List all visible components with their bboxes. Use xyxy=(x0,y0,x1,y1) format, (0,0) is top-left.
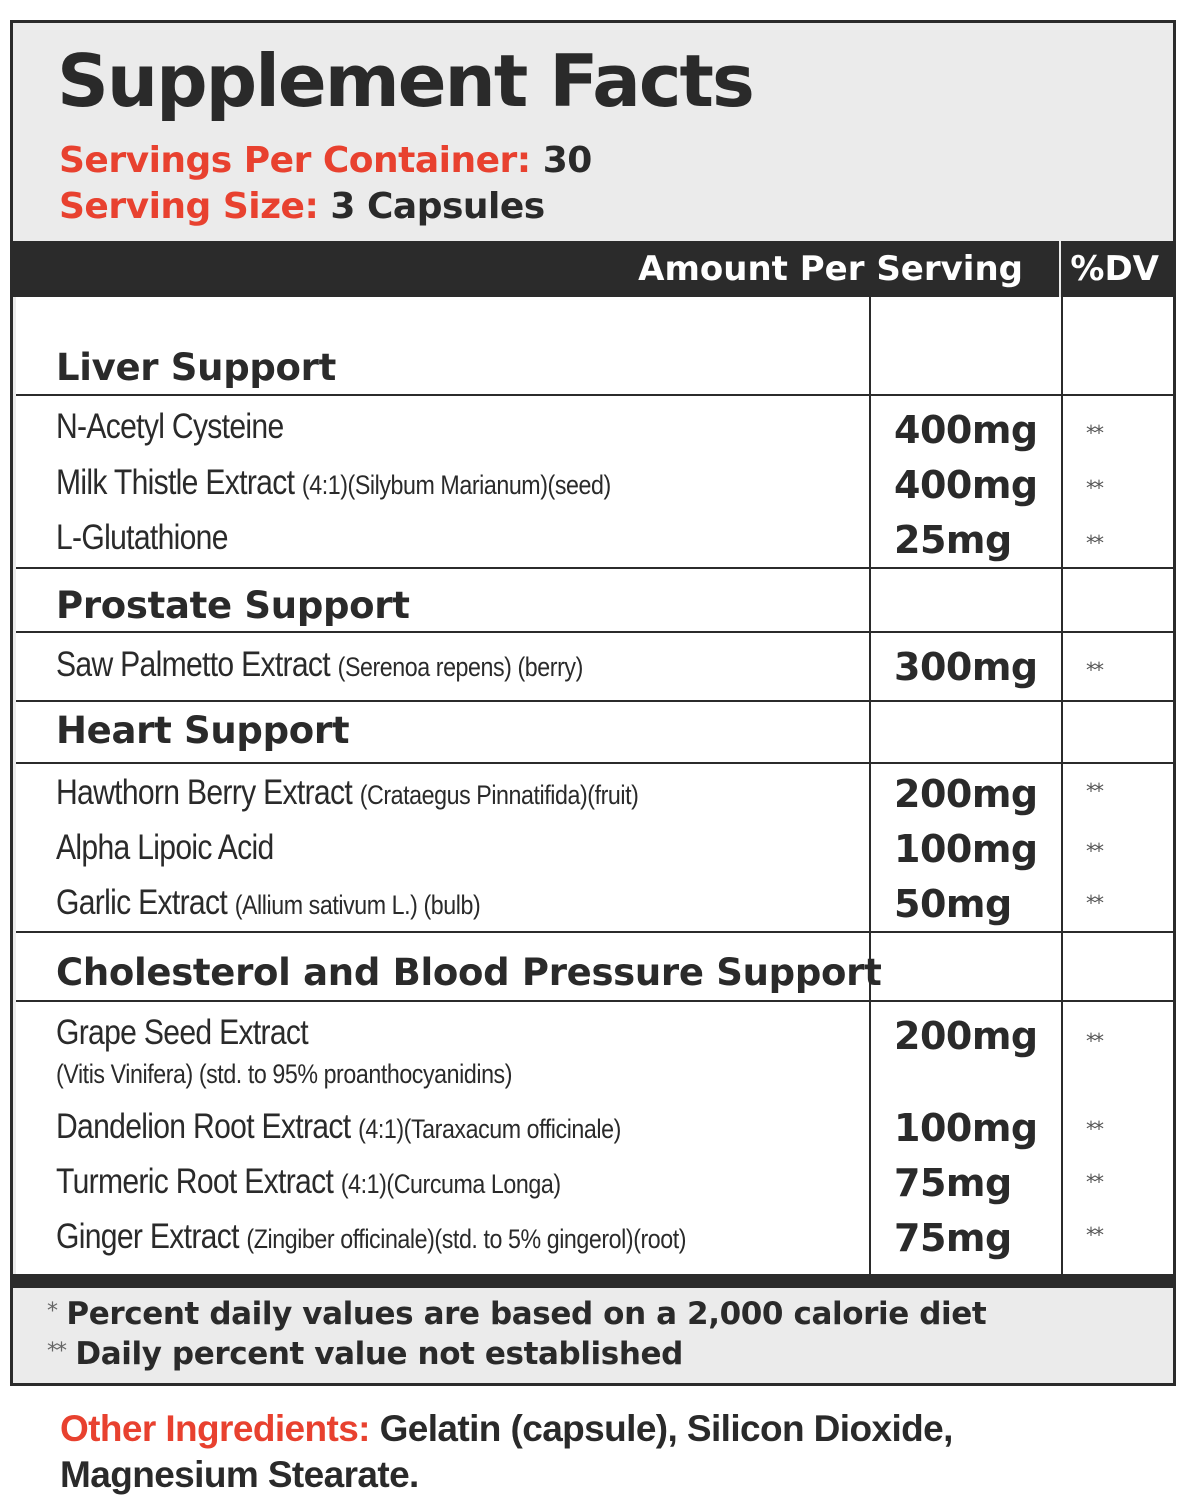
ingredient-amount: 400mg xyxy=(894,408,1038,452)
ingredient-amount: 300mg xyxy=(894,645,1038,689)
table-bottom-bar xyxy=(13,1274,1173,1288)
ingredient-name xyxy=(56,647,583,682)
serving-size xyxy=(59,186,545,227)
servings-per-container xyxy=(59,140,592,181)
footnote-2 xyxy=(47,1336,683,1372)
ingredient-detail: (4:1)(Silybum Marianum)(seed) xyxy=(301,470,611,500)
row-divider xyxy=(16,631,1173,633)
row-divider xyxy=(16,700,1173,702)
dv-value: ** xyxy=(1086,658,1102,682)
dv-header: %DV xyxy=(1070,249,1159,289)
ingredient-amount: 100mg xyxy=(894,827,1038,871)
row-divider xyxy=(16,394,1173,396)
ingredient-detail: (Serenoa repens) (berry) xyxy=(337,652,583,682)
dv-value: ** xyxy=(1086,531,1102,555)
section-title-prostate: Prostate Support xyxy=(56,584,410,627)
footnote-text: Daily percent value not established xyxy=(75,1336,683,1372)
ingredient-amount: 75mg xyxy=(894,1161,1012,1205)
row-divider xyxy=(16,762,1173,764)
section-title-heart: Heart Support xyxy=(56,709,350,752)
dv-value: ** xyxy=(1086,1117,1102,1141)
servings-per-container-value: 30 xyxy=(542,140,592,181)
supplement-facts-panel xyxy=(10,20,1176,1386)
other-ingredients-label: Other Ingredients: xyxy=(60,1408,370,1449)
ingredient-amount: 75mg xyxy=(894,1216,1012,1260)
ingredient-amount: 200mg xyxy=(894,772,1038,816)
table-header xyxy=(13,241,1173,297)
header-divider xyxy=(1059,241,1061,297)
dv-value: ** xyxy=(1086,1223,1102,1247)
servings-per-container-label: Servings Per Container: xyxy=(59,140,531,181)
other-ingredients xyxy=(60,1406,1060,1498)
ingredient-name xyxy=(56,1219,686,1254)
dv-value: ** xyxy=(1086,476,1102,500)
ingredient-detail: (Crataegus Pinnatifida)(fruit) xyxy=(359,780,639,810)
other-ingredients-text: Gelatin (capsule), Silicon Dioxide, Magnesium Stearate. xyxy=(60,1408,953,1495)
ingredient-name xyxy=(56,830,274,865)
ingredient-label: Dandelion Root Extract xyxy=(56,1107,351,1146)
ingredient-amount: 400mg xyxy=(894,463,1038,507)
section-title-cholesterol: Cholesterol and Blood Pressure Support xyxy=(56,951,882,994)
ingredient-amount: 100mg xyxy=(894,1106,1038,1150)
ingredient-amount: 200mg xyxy=(894,1014,1038,1058)
dv-value: ** xyxy=(1086,839,1102,863)
row-divider xyxy=(16,931,1173,933)
ingredient-detail: (4:1)(Curcuma Longa) xyxy=(340,1169,561,1199)
ingredient-label: L-Glutathione xyxy=(56,518,228,557)
ingredient-name xyxy=(56,465,611,500)
ingredient-name xyxy=(56,409,284,444)
ingredient-detail: (4:1)(Taraxacum officinale) xyxy=(358,1114,621,1144)
ingredient-amount: 50mg xyxy=(894,882,1012,926)
ingredient-label: Hawthorn Berry Extract xyxy=(56,773,353,812)
ingredient-name xyxy=(56,775,638,810)
ingredient-label: Ginger Extract xyxy=(56,1217,239,1256)
ingredient-label: Garlic Extract xyxy=(56,883,228,922)
dv-value: ** xyxy=(1086,779,1102,803)
dv-value: ** xyxy=(1086,1170,1102,1194)
ingredient-amount: 25mg xyxy=(894,518,1012,562)
ingredient-name xyxy=(56,1164,561,1199)
ingredient-name xyxy=(56,885,480,920)
dv-value: ** xyxy=(1086,421,1102,445)
footnote-1 xyxy=(47,1296,987,1332)
row-divider xyxy=(16,567,1173,569)
serving-size-value: 3 Capsules xyxy=(330,186,545,227)
ingredient-detail: (Allium sativum L.) (bulb) xyxy=(234,890,481,920)
footnote-mark: * xyxy=(47,1299,56,1324)
amount-per-serving-header: Amount Per Serving xyxy=(638,249,1023,289)
ingredients-table xyxy=(16,297,1173,1274)
footnote-mark: ** xyxy=(47,1339,65,1364)
column-divider-dv xyxy=(1061,297,1063,1274)
ingredient-detail: (Vitis Vinifera) (std. to 95% proanthocyanidins) xyxy=(56,1059,513,1089)
section-title-liver: Liver Support xyxy=(56,346,337,389)
ingredient-label: Saw Palmetto Extract xyxy=(56,645,330,684)
ingredient-label: Grape Seed Extract xyxy=(56,1013,308,1052)
ingredient-detail: (Zingiber officinale)(std. to 5% gingerol)(root) xyxy=(246,1224,687,1254)
ingredient-name xyxy=(56,1015,308,1050)
dv-value: ** xyxy=(1086,1029,1102,1053)
ingredient-name xyxy=(56,520,228,555)
ingredient-name xyxy=(56,1109,621,1144)
row-divider xyxy=(16,1000,1173,1002)
footnote-text: Percent daily values are based on a 2,000 calorie diet xyxy=(66,1296,987,1332)
serving-size-label: Serving Size: xyxy=(59,186,319,227)
ingredient-label: N-Acetyl Cysteine xyxy=(56,407,284,446)
column-divider-amount xyxy=(869,297,871,1274)
ingredient-label: Milk Thistle Extract xyxy=(56,463,295,502)
page-title: Supplement Facts xyxy=(57,39,753,123)
dv-value: ** xyxy=(1086,891,1102,915)
ingredient-label: Turmeric Root Extract xyxy=(56,1162,334,1201)
ingredient-label: Alpha Lipoic Acid xyxy=(56,828,274,867)
